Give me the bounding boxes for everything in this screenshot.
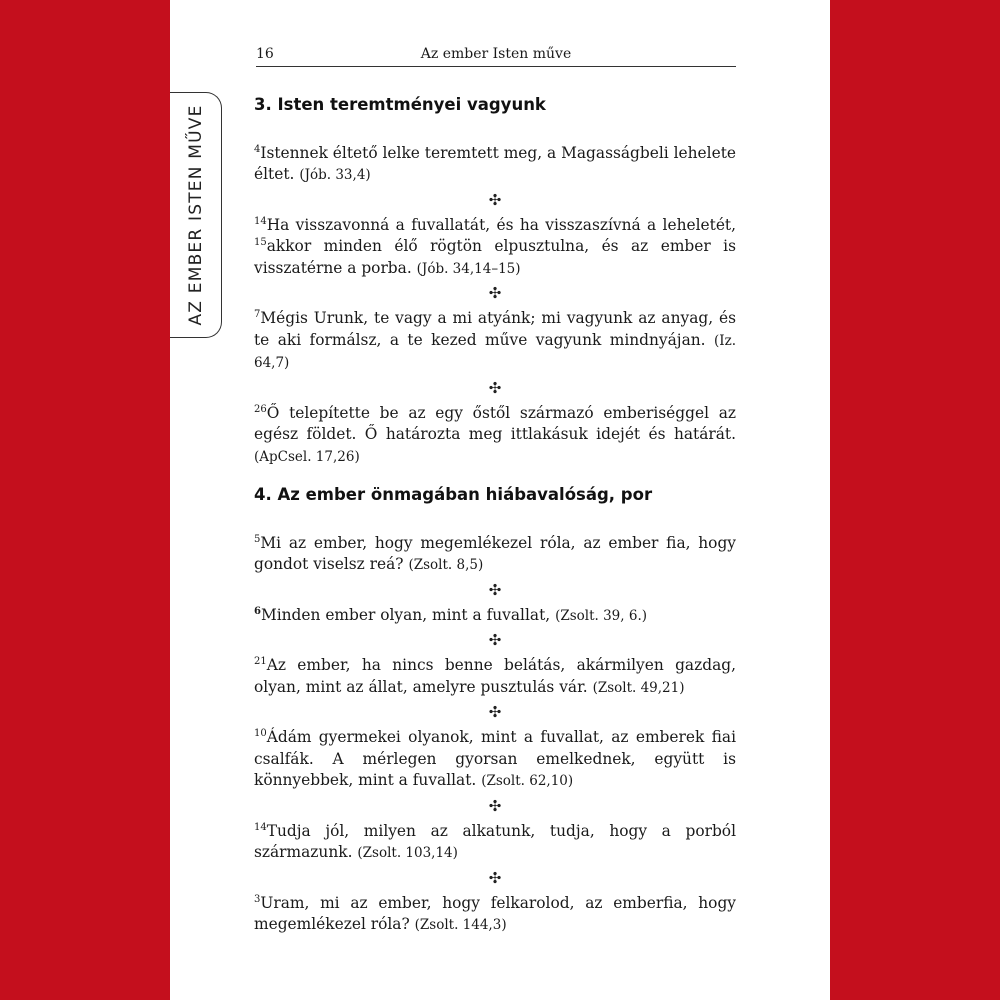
verse-reference: (Zsolt. 103,14)	[357, 845, 458, 861]
verse-number: 26	[254, 403, 267, 415]
verse-number: 5	[254, 533, 261, 545]
chapter-side-tab-label: AZ EMBER ISTEN MŰVE	[185, 104, 206, 326]
verse-number: 4	[254, 143, 261, 155]
verse-text: Mégis Urunk, te vagy a mi atyánk; mi vagyunk az anyag, és te aki formálsz, a te kezed műve vagyunk mindnyájan.	[254, 309, 736, 349]
verse-number: 10	[254, 728, 267, 739]
verse-text: Uram, mi az ember, hogy felkarolod, az emberfia, hogy megemlékezel róla?	[254, 893, 736, 933]
verse-text: Ádám gyermekei olyanok, mint a fuvallat, az emberek fiai csalfák. A mérlegen gyorsan emelkednek, együtt is könnyebbek, mint a fuvallat.	[254, 728, 736, 789]
section-title: 3. Isten teremtményei vagyunk	[254, 95, 546, 114]
ornament-icon: ✣	[488, 631, 502, 649]
verse-number: 6	[254, 605, 261, 617]
verse	[254, 893, 736, 937]
verse-reference: (Zsolt. 49,21)	[592, 679, 685, 696]
page-number: 16	[256, 46, 274, 62]
verse-text: Az ember, ha nincs benne belátás, akármilyen gazdag, olyan, mint az állat, amelyre pusztulás vár.	[254, 656, 736, 696]
ornament-icon: ✣	[488, 284, 502, 302]
verse	[254, 308, 736, 375]
verse-number: 7	[254, 309, 261, 320]
page-content	[254, 88, 736, 937]
verse	[254, 143, 736, 187]
ornament-icon: ✣	[488, 796, 502, 815]
ornament-icon: ✣	[488, 868, 502, 887]
running-title: Az ember Isten műve	[420, 46, 572, 62]
verse-reference: (Zsolt. 8,5)	[408, 557, 484, 573]
verse-text: Minden ember olyan, mint a fuvallat,	[260, 605, 551, 624]
verse-number: 15	[254, 237, 267, 248]
ornament-icon: ✣	[488, 378, 502, 397]
verse-reference: (ApCsel. 17,26)	[254, 448, 360, 465]
verse	[254, 727, 736, 793]
chapter-side-tab	[170, 92, 222, 338]
ornament-icon: ✣	[488, 703, 502, 721]
verse-reference: (Zsolt. 39, 6.)	[555, 607, 647, 624]
verse-reference: (Iz. 64,7)	[254, 332, 736, 371]
ornament-icon: ✣	[488, 580, 502, 599]
verse	[254, 215, 736, 281]
verse-number: 14	[254, 821, 267, 833]
verse-reference: (Zsolt. 62,10)	[481, 773, 574, 789]
verse	[254, 403, 736, 469]
verse-text: Ő telepítette be az egy őstől származó emberiséggel az egész földet. Ő határozta meg ittlakásuk idejét és határát.	[254, 403, 736, 443]
running-header	[256, 46, 736, 67]
verse-number: 3	[254, 893, 261, 905]
verse-text: Istennek éltető lelke teremtett meg, a Magasságbeli lehelete éltet.	[254, 143, 736, 183]
ornament-icon: ✣	[488, 190, 502, 209]
verse-number: 21	[254, 656, 267, 667]
verse-reference: (Jób. 34,14–15)	[416, 260, 521, 277]
verse	[254, 605, 736, 628]
verse-reference: (Zsolt. 144,3)	[414, 917, 507, 933]
verse	[254, 821, 736, 865]
verse-text: Mi az ember, hogy megemlékezel róla, az ember fia, hogy gondot viselsz reá?	[254, 533, 736, 573]
section-title: 4. Az ember önmagában hiábavalóság, por	[254, 485, 653, 504]
verse-text: akkor minden élő rögtön elpusztulna, és az ember is visszatérne a porba.	[254, 237, 736, 277]
verse-text: Tudja jól, milyen az alkatunk, tudja, hogy a porból származunk.	[254, 821, 736, 861]
verse	[254, 533, 736, 577]
book-page	[170, 0, 830, 1000]
verse-reference: (Jób. 33,4)	[299, 167, 371, 183]
verse-text: Ha visszavonná a fuvallatát, és ha visszaszívná a leheletét,	[266, 215, 736, 234]
verse-number: 14	[254, 215, 267, 227]
verse	[254, 655, 736, 699]
